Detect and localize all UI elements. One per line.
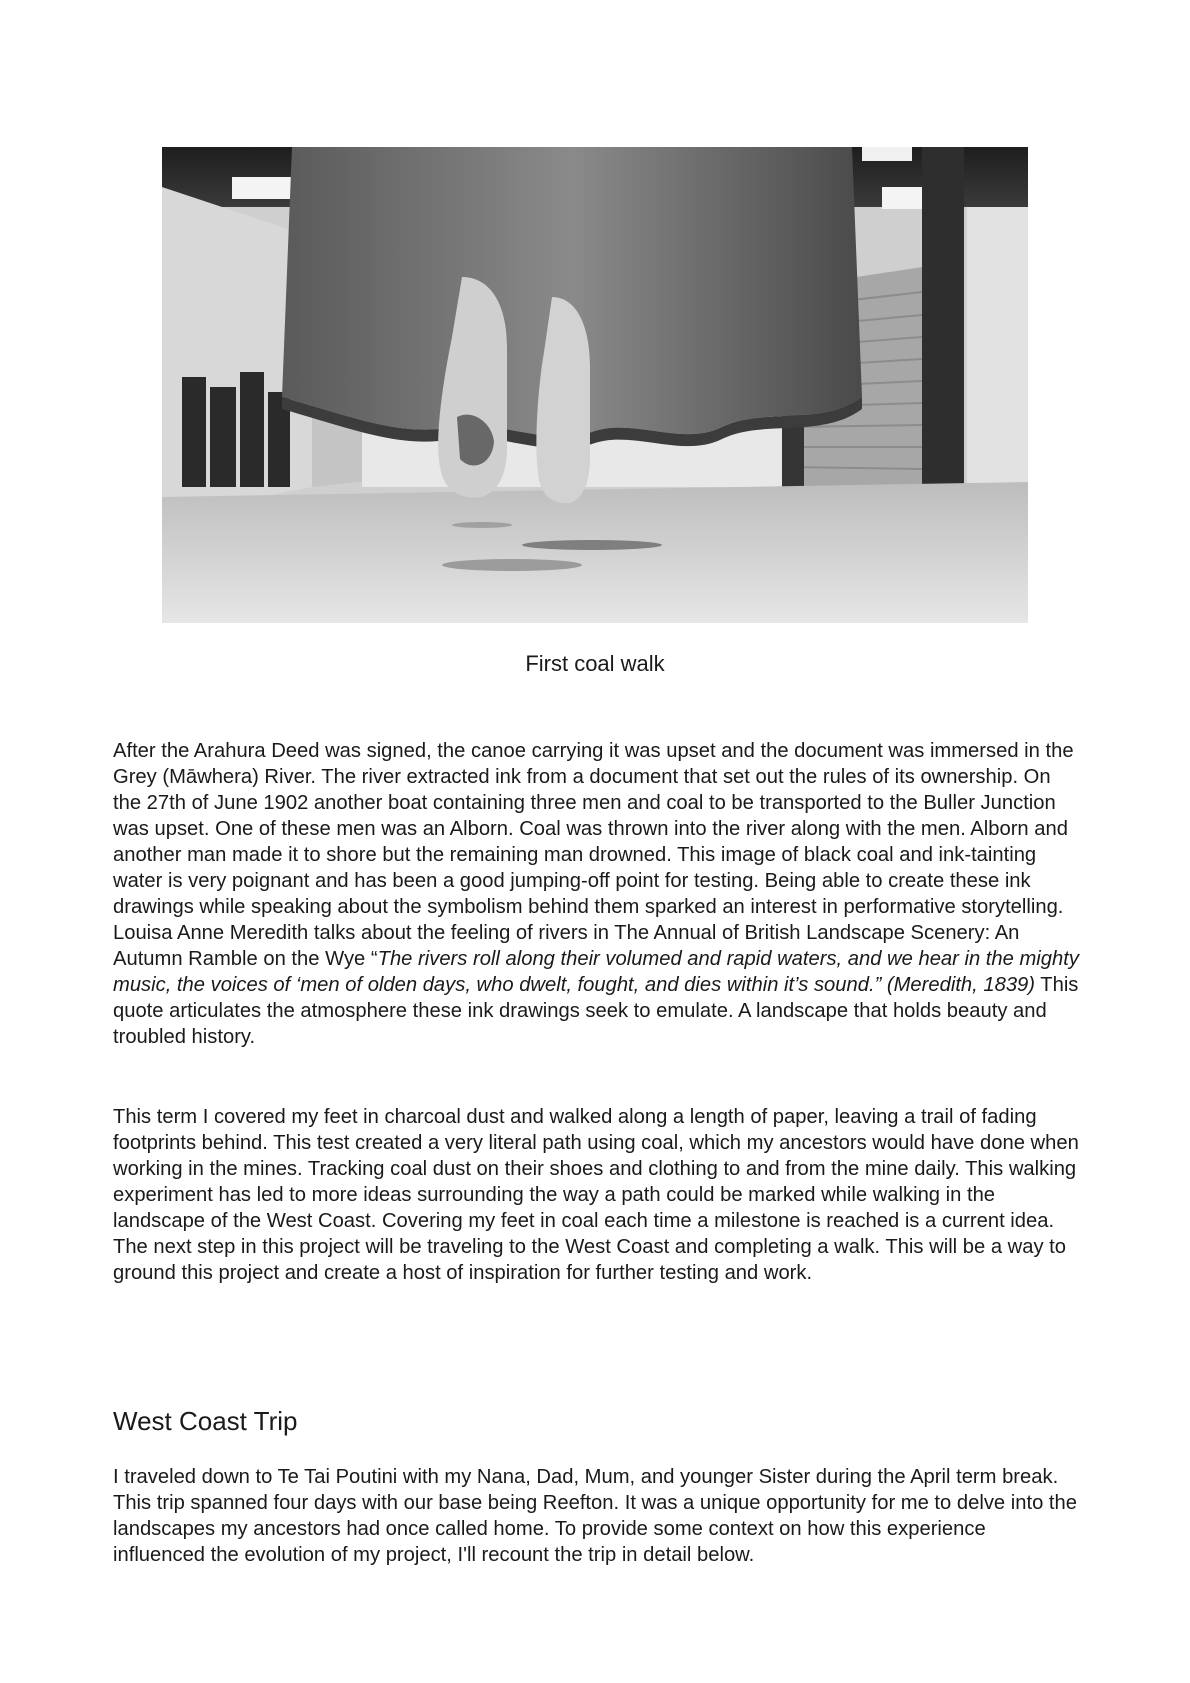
feet-walking-on-paper-photo [162,147,1028,623]
meredith-quote: The rivers roll along their volumed and rapid waters, and we hear in the mighty music, the voices of ‘men of olden days, who dwelt, fought, and dies within it’s sound.” (Meredith, 1839) [113,948,1079,996]
body-paragraph-2: This term I covered my feet in charcoal dust and walked along a length of paper, leaving a trail of fading footprints behind. This test created a very literal path using coal, which my ancestors would have done when working in the mines. Tracking coal dust on their shoes and clothing to and from the mine daily. This walking experiment has led to more ideas surrounding the way a path could be marked while walking in the landscape of the West Coast. Covering my feet in coal each time a milestone is reached is a current idea. The next step in this project will be traveling to the West Coast and completing a walk. This will be a way to ground this project and create a host of inspiration for further testing and work. [113,1106,1079,1284]
photo-caption: First coal walk [525,651,665,676]
paragraph-1-text-before-quote: After the Arahura Deed was signed, the canoe carrying it was upset and the document was immersed in the Grey (Māwhera) River. The river extracted ink from a document that set out the rules of its ownership. On the 27th of June 1902 another boat containing three men and coal to be transported to the Buller Junction was upset. One of these men was an Alborn. Coal was thrown into the river along with the men. Alborn and another man made it to shore but the remaining man drowned. This image of black coal and ink-tainting water is very poignant and has been a good jumping-off point for testing. Being able to create these ink drawings while speaking about the symbolism behind them sparked an interest in performative storytelling. Louisa Anne Meredith talks about the feeling of rivers in The Annual of British Landscape Scenery: An Autumn Ramble on the Wye “ [113,740,1074,970]
paragraph-1-text-after-quote: This quote articulates the atmosphere these ink drawings seek to emulate. A landscape that holds beauty and troubled history. [113,974,1079,1048]
body-paragraph-3: I traveled down to Te Tai Poutini with my Nana, Dad, Mum, and younger Sister during the April term break. This trip spanned four days with our base being Reefton. It was a unique opportunity for me to delve into the landscapes my ancestors had once called home. To provide some context on how this experience influenced the evolution of my project, I'll recount the trip in detail below. [113,1466,1077,1566]
body-paragraph-1 [113,738,1083,1050]
section-heading: West Coast Trip [113,1406,298,1436]
